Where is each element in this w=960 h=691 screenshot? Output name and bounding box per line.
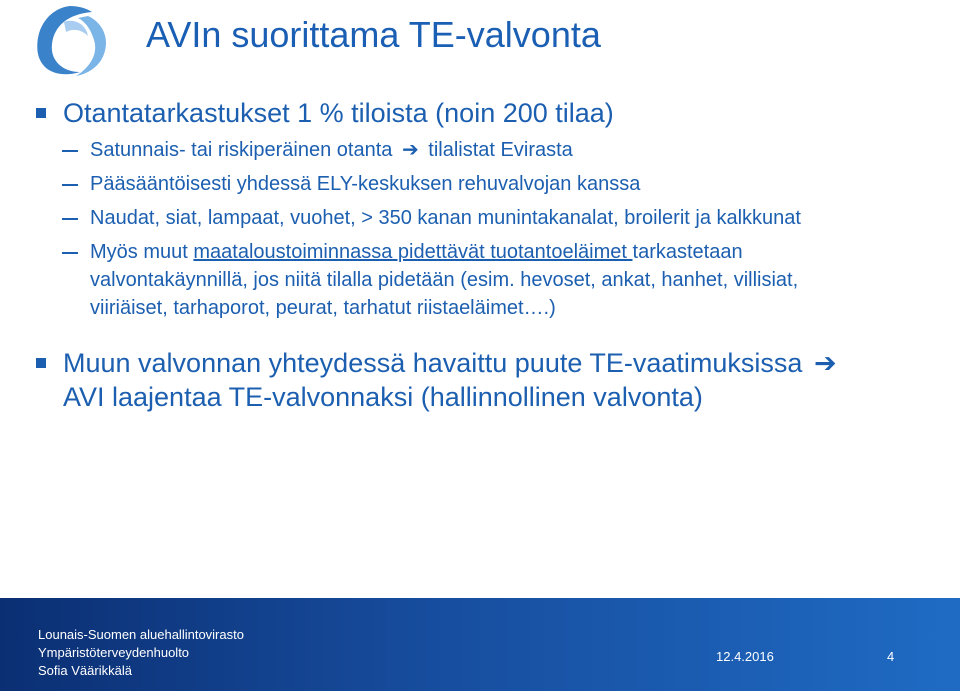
- sub-text-part: Myös muut: [90, 241, 194, 263]
- page-number: 4: [887, 649, 895, 664]
- bullet-text: [63, 346, 913, 414]
- footer-bar: [0, 598, 960, 691]
- right-arrow-icon: ➔: [813, 348, 837, 378]
- square-bullet-icon: [36, 358, 46, 368]
- footer-organization: Lounais-Suomen aluehallintovirasto: [38, 627, 244, 642]
- bullet-item: [36, 96, 936, 130]
- footer-author: Sofia Väärikkälä: [38, 663, 132, 678]
- sub-text-part: tarkastetaan valvontakäynnillä, jos niitä tilalla pidetään (esim. hevoset, ankat, hanhet, villisiat, viiriäiset, tarhaporot, peurat, tarhatut riistaeläimet….): [90, 241, 799, 319]
- sub-text-part: Satunnais- tai riskiperäinen otanta: [90, 139, 393, 161]
- sub-bullet-item: [62, 204, 936, 232]
- sub-bullet-text: Pääsääntöisesti yhdessä ELY-keskuksen rehuvalvojan kanssa: [90, 173, 641, 195]
- sub-bullet-text: [90, 136, 573, 164]
- underlined-text: maataloustoiminnassa pidettävät tuotantoeläimet: [193, 241, 633, 263]
- dash-bullet-icon: [62, 218, 78, 220]
- sub-bullet-item: [62, 136, 936, 164]
- footer-department: Ympäristöterveydenhuolto: [38, 645, 190, 660]
- right-arrow-icon: ➔: [401, 139, 419, 161]
- sub-text-part: tilalistat Evirasta: [428, 139, 573, 161]
- dash-bullet-icon: [62, 184, 78, 186]
- footer-info: [38, 626, 244, 680]
- dash-bullet-icon: [62, 252, 78, 254]
- page-title: AVIn suorittama TE-valvonta: [146, 14, 601, 55]
- bullet-item: [36, 346, 936, 414]
- bullet-text-part: AVI laajentaa TE-valvonnaksi (hallinnollinen valvonta): [63, 382, 703, 412]
- footer-date: 12.4.2016: [716, 649, 774, 664]
- dash-bullet-icon: [62, 150, 78, 152]
- sub-bullet-text: [90, 238, 860, 322]
- square-bullet-icon: [36, 108, 46, 118]
- bullet-text: Otantatarkastukset 1 % tiloista (noin 200 tilaa): [63, 98, 614, 128]
- bullet-text-part: Muun valvonnan yhteydessä havaittu puute TE-vaatimuksissa: [63, 348, 803, 378]
- avi-logo-icon: [30, 2, 112, 78]
- sub-bullet-text: Naudat, siat, lampaat, vuohet, > 350 kanan munintakanalat, broilerit ja kalkkunat: [90, 207, 801, 229]
- sub-bullet-item: [62, 170, 936, 198]
- content-area: [36, 96, 936, 414]
- sub-bullet-item: [62, 238, 936, 322]
